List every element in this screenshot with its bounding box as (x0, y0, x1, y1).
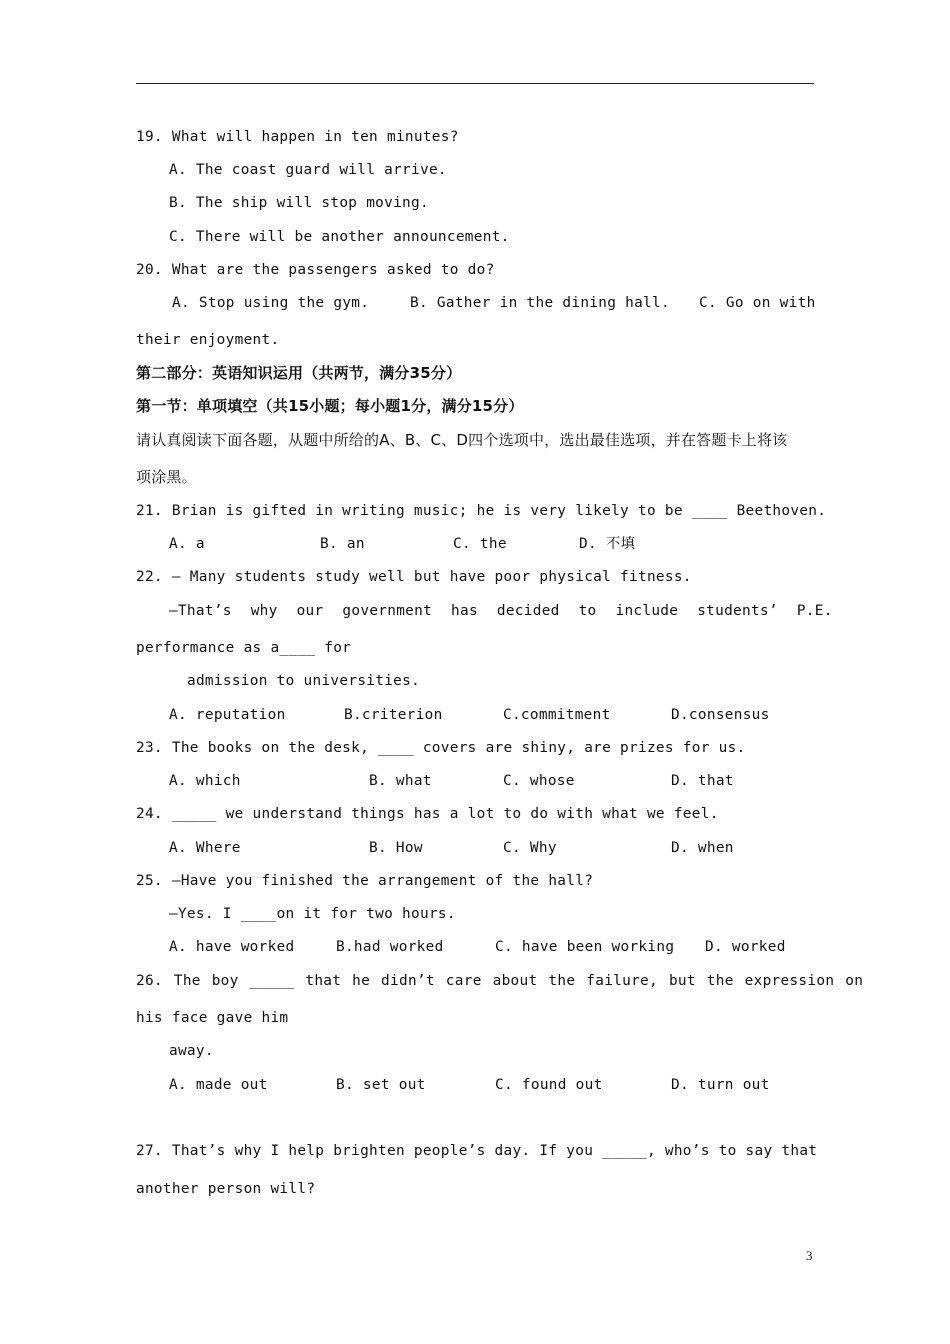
q21-option-a: A. a (169, 536, 205, 552)
q20-option-a: A. Stop using the gym. (172, 295, 370, 311)
q20-option-c-continued: their enjoyment. (136, 332, 280, 348)
q21-option-b: B. an (320, 536, 365, 552)
q26-option-b: B. set out (336, 1077, 426, 1093)
q27-stem: 27. That’s why I help brighten people’s day. If you _____, who’s to say that (136, 1143, 818, 1159)
q27-stem-line2: another person will? (136, 1181, 316, 1197)
q21-option-c: C. the (453, 536, 507, 552)
q25-option-c: C. have been working (495, 939, 675, 955)
q24-option-d: D. when (671, 840, 734, 856)
q26-option-d: D. turn out (671, 1077, 770, 1093)
q21-stem: 21. Brian is gifted in writing music; he is very likely to be ____ Beethoven. (136, 503, 827, 519)
q21-option-d: D. 不填 (579, 536, 636, 552)
q26-stem-line2: his face gave him (136, 1010, 289, 1026)
q24-option-c: C. Why (503, 840, 557, 856)
q23-option-a: A. which (169, 773, 241, 789)
section1-title: 第一节：单项填空（共15小题；每小题1分，满分15分） (136, 397, 524, 415)
q20-option-b: B. Gather in the dining hall. (410, 295, 670, 311)
instructions-line1: 请认真阅读下面各题，从题中所给的A、B、C、D四个选项中，选出最佳选项，并在答题卡上将该 (136, 431, 788, 449)
q23-stem: 23. The books on the desk, ____ covers are shiny, are prizes for us. (136, 740, 746, 756)
q20-option-c: C. Go on with (699, 295, 816, 311)
q24-option-b: B. How (369, 840, 423, 856)
q23-option-b: B. what (369, 773, 432, 789)
part2-title: 第二部分：英语知识运用（共两节，满分35分） (136, 364, 462, 382)
q22-reply: —That’s why our government has decided to include students’ P.E. (169, 603, 833, 619)
q24-stem: 24. _____ we understand things has a lot to do with what we feel. (136, 806, 719, 822)
q22-option-c: C.commitment (503, 707, 611, 723)
q23-option-c: C. whose (503, 773, 575, 789)
q22-reply-line3: admission to universities. (187, 673, 421, 689)
q19-option-c: C. There will be another announcement. (169, 229, 510, 245)
q23-option-d: D. that (671, 773, 734, 789)
q25-option-d: D. worked (705, 939, 786, 955)
q22-stem: 22. — Many students study well but have poor physical fitness. (136, 569, 692, 585)
q22-reply-line2: performance as a____ for (136, 640, 352, 656)
q19-option-a: A. The coast guard will arrive. (169, 162, 447, 178)
q25-stem: 25. —Have you finished the arrangement of the hall? (136, 873, 594, 889)
q19-stem: 19. What will happen in ten minutes? (136, 129, 459, 145)
q20-stem: 20. What are the passengers asked to do? (136, 262, 495, 278)
q26-option-c: C. found out (495, 1077, 603, 1093)
q22-option-a: A. reputation (169, 707, 286, 723)
q25-option-b: B.had worked (336, 939, 444, 955)
q26-stem: 26. The boy _____ that he didn’t care about the failure, but the expression on (136, 973, 864, 989)
page-number: 3 (806, 1248, 813, 1263)
header-rule (136, 83, 814, 84)
instructions-line2: 项涂黑。 (136, 468, 197, 486)
q19-option-b: B. The ship will stop moving. (169, 195, 429, 211)
q24-option-a: A. Where (169, 840, 241, 856)
q25-option-a: A. have worked (169, 939, 295, 955)
q22-option-b: B.criterion (344, 707, 443, 723)
q26-option-a: A. made out (169, 1077, 268, 1093)
q22-option-d: D.consensus (671, 707, 770, 723)
q26-stem-line3: away. (169, 1043, 214, 1059)
q25-reply: —Yes. I ____on it for two hours. (169, 906, 456, 922)
